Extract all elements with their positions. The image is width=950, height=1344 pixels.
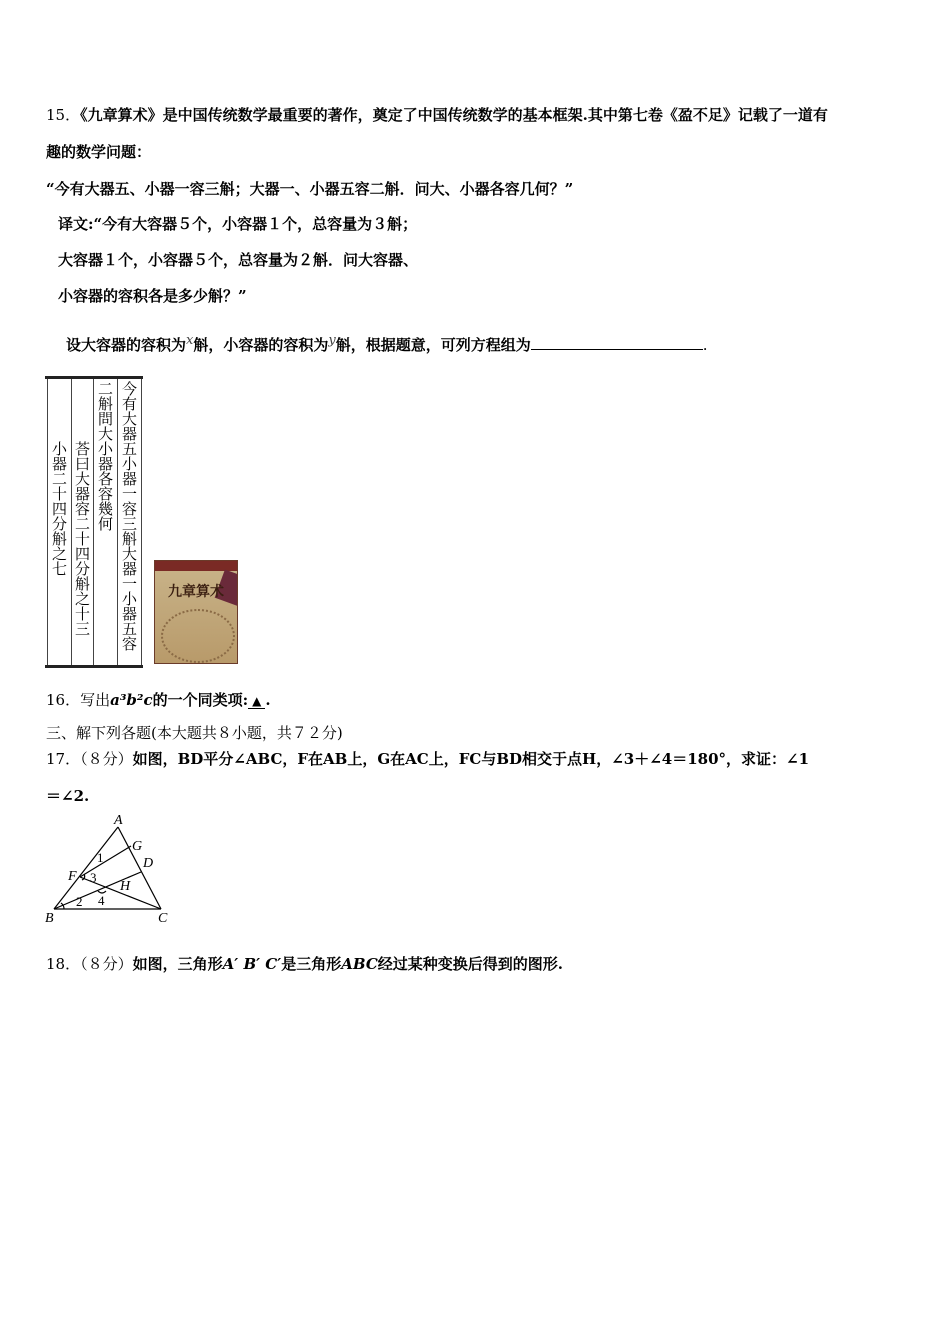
label-g: G [132,839,143,854]
angle-4: 4 [98,893,105,908]
var-y: y [328,333,336,348]
q16-text: 写出 [80,691,111,709]
period: . [702,336,708,354]
triangle-name: ABC [341,955,378,973]
question-number: 16． [46,691,81,709]
scroll-column: 荅曰大器容二十四分斛之十三 [73,441,91,636]
score: （８分） [80,955,133,973]
ask-text: 斛，根据题意，可列方程组为 [335,336,531,354]
period: . [265,691,271,709]
expression: a³b²c [110,691,153,709]
q15-translation-1: 译文:“今有大容器５个，小容器１个，总容量为３斛； [58,215,418,233]
answer-blank[interactable]: ▲ [248,694,265,709]
question-number: 18． [46,955,81,973]
section-heading: 三、解下列各题(本大题共８小题，共７２分) [46,724,343,742]
q18-text: 是三角形 [281,955,342,973]
triangle-figure [40,810,180,930]
angle-1: 1 [97,850,104,865]
scroll-column: 小器二十四分斛之七 [50,441,68,576]
label-d: D [143,856,154,871]
answer-blank[interactable] [531,335,703,350]
q15-ask [66,333,708,355]
triangle-name: A′ B′ C′ [222,955,282,973]
q15-translation-3: 小容器的容积各是多少斛？” [58,287,247,305]
q15-text: 《九章算术》是中国传统数学最重要的著作，奠定了中国传统数学的基本框架.其中第七卷《盈不足》记载了一道有 [80,106,828,124]
scroll-column: 二斛問大小器各容幾何 [96,381,114,531]
q17-text: 如图，BD平分∠ABC，F在AB上，G在AC上，FC与BD相交于点H，∠3＋∠4＝180°，求证：∠1 [132,750,810,768]
q17-line1 [46,748,809,769]
ancient-text-image [45,376,143,668]
question-number: 15． [46,106,81,124]
ask-text: 斛，小容器的容积为 [193,336,329,354]
question-number: 17． [46,750,81,768]
angle-3: 3 [90,870,97,885]
label-f: F [68,869,77,884]
q16-line [46,689,271,710]
label-h: H [120,879,131,894]
q15-translation-2: 大容器１个，小容器５个，总容量为２斛．问大容器、 [58,251,419,269]
var-x: x [186,333,194,348]
q17-line2: ＝∠2. [46,787,90,805]
q15-line2: 趣的数学问题： [46,143,152,161]
q16-text: 的一个同类项: [152,691,249,709]
ask-text: 设大容器的容积为 [66,336,187,354]
label-c: C [158,911,168,926]
q15-quote: “今有大器五、小器一容三斛；大器一、小器五容二斛．问大、小器各容几何？” [46,180,574,198]
label-a: A [114,813,123,828]
q18-line [46,953,563,974]
score: （８分） [80,750,133,768]
book-cover-image [154,560,238,664]
angle-2: 2 [76,894,83,909]
q18-text: 如图，三角形 [132,955,223,973]
q18-text: 经过某种变换后得到的图形. [377,955,563,973]
book-title: 九章算术 [168,584,224,600]
q15-line1 [46,104,828,125]
label-b: B [45,911,54,926]
scroll-column: 今有大器五小器一容三斛大器一小器五容 [120,381,138,651]
